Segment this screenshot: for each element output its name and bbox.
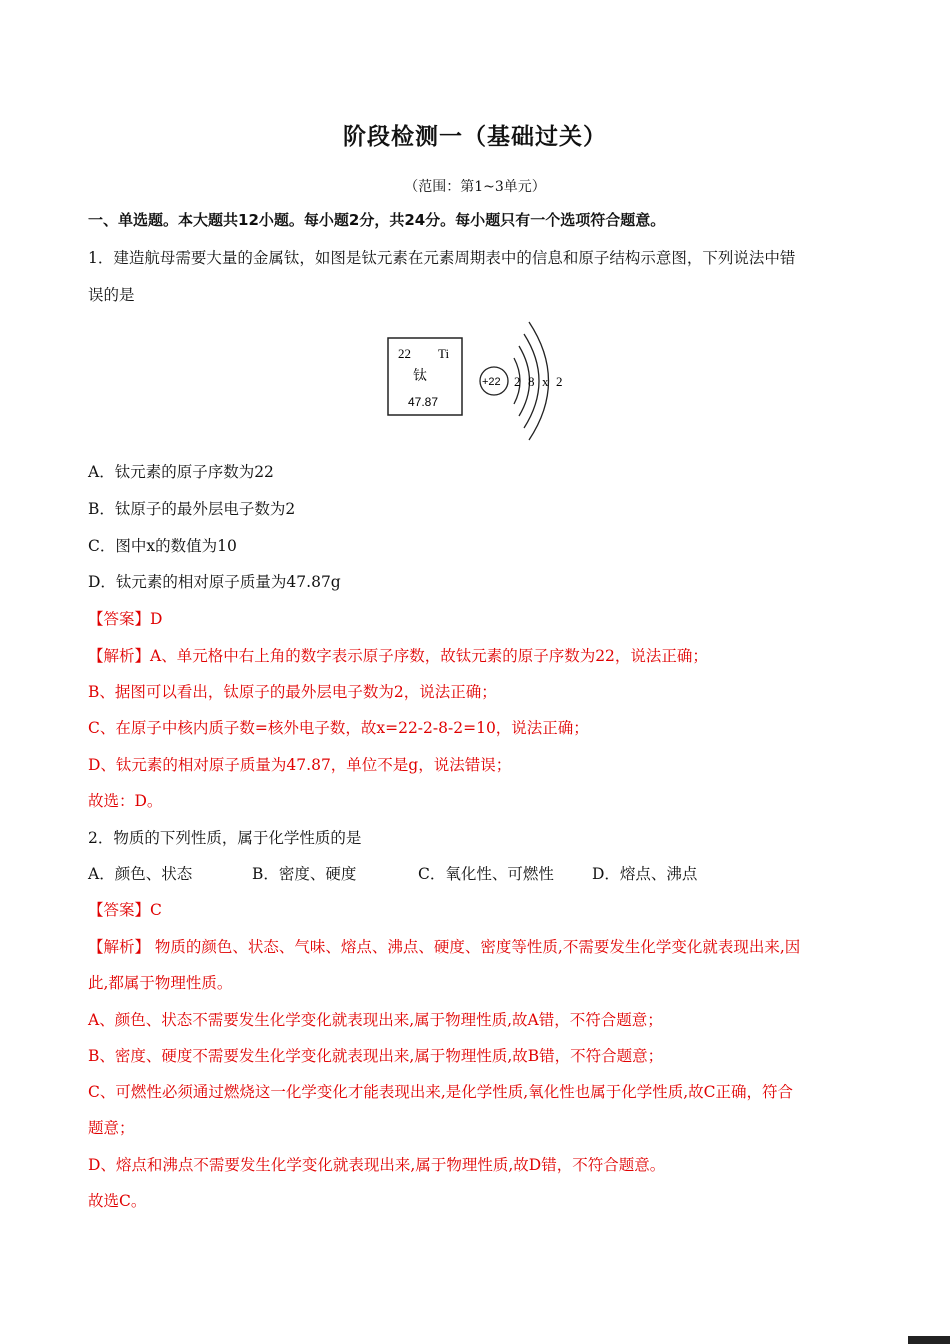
page-subtitle: （范围：第1~3单元） (404, 179, 546, 195)
q1-analysis-line5: 故选：D。 (88, 792, 163, 810)
shell-electrons-2: 8 (528, 374, 535, 389)
q2-analysis-line7: D、熔点和沸点不需要发生化学变化就表现出来,属于物理性质,故D错，不符合题意。 (88, 1156, 666, 1174)
element-name: 钛 (413, 368, 427, 384)
page-title: 阶段检测一（基础过关） (343, 124, 607, 150)
q1-analysis-line1: 【解析】A、单元格中右上角的数字表示原子序数，故钛元素的原子序数为22，说法正确； (88, 647, 708, 665)
q1-option-d: D．钛元素的相对原子质量为47.87g (88, 573, 341, 591)
shell-electrons-1: 2 (514, 374, 521, 389)
q1-stem-line2: 误的是 (88, 286, 135, 304)
element-symbol: Ti (438, 346, 450, 361)
q2-analysis-line5: C、可燃性必须通过燃烧这一化学变化才能表现出来,是化学性质,氧化性也属于化学性质,故C正确，符合 (88, 1083, 794, 1101)
q2-analysis-line2: 此,都属于物理性质。 (88, 974, 233, 992)
q2-option-a: A．颜色、状态 (88, 865, 193, 883)
q1-answer: 【答案】D (88, 610, 163, 628)
q1-analysis-line3: C、在原子中核内质子数=核外电子数，故x=22-2-8-2=10，说法正确； (88, 719, 589, 737)
q1-option-c: C．图中x的数值为10 (88, 537, 237, 555)
q2-option-b: B．密度、硬度 (252, 865, 357, 883)
q2-analysis-line4: B、密度、硬度不需要发生化学变化就表现出来,属于物理性质,故B错，不符合题意； (88, 1047, 664, 1065)
q2-answer: 【答案】C (88, 901, 162, 919)
section-heading: 一、单选题。本大题共12小题。每小题2分，共24分。每小题只有一个选项符合题意。 (88, 211, 666, 229)
q1-stem-line1: 1．建造航母需要大量的金属钛，如图是钛元素在元素周期表中的信息和原子结构示意图，下列说法中错 (88, 249, 796, 267)
page-corner-mark (908, 1336, 950, 1344)
q1-option-a: A．钛元素的原子序数为22 (88, 463, 274, 481)
titanium-figure (386, 318, 576, 448)
q2-analysis-line8: 故选C。 (88, 1192, 147, 1210)
element-atomic-number: 22 (398, 346, 411, 361)
nucleus-charge: +22 (482, 376, 501, 388)
q2-options (88, 862, 868, 886)
q1-analysis-line4: D、钛元素的相对原子质量为47.87，单位不是g，说法错误； (88, 756, 512, 774)
element-mass: 47.87 (408, 395, 439, 409)
q2-analysis-line6: 题意； (88, 1119, 135, 1137)
q2-stem: 2．物质的下列性质，属于化学性质的是 (88, 829, 362, 847)
q2-analysis-line1: 【解析】 物质的颜色、状态、气味、熔点、沸点、硬度、密度等性质,不需要发生化学变化就表现出来,因 (88, 938, 801, 956)
shell-electrons-3: x (542, 374, 549, 389)
q2-option-c: C．氧化性、可燃性 (418, 865, 554, 883)
q2-option-d: D．熔点、沸点 (592, 865, 698, 883)
q1-option-b: B．钛原子的最外层电子数为2 (88, 500, 296, 518)
q1-analysis-line2: B、据图可以看出，钛原子的最外层电子数为2，说法正确； (88, 683, 497, 701)
shell-electrons-4: 2 (556, 374, 563, 389)
q2-analysis-line3: A、颜色、状态不需要发生化学变化就表现出来,属于物理性质,故A错，不符合题意； (88, 1011, 663, 1029)
